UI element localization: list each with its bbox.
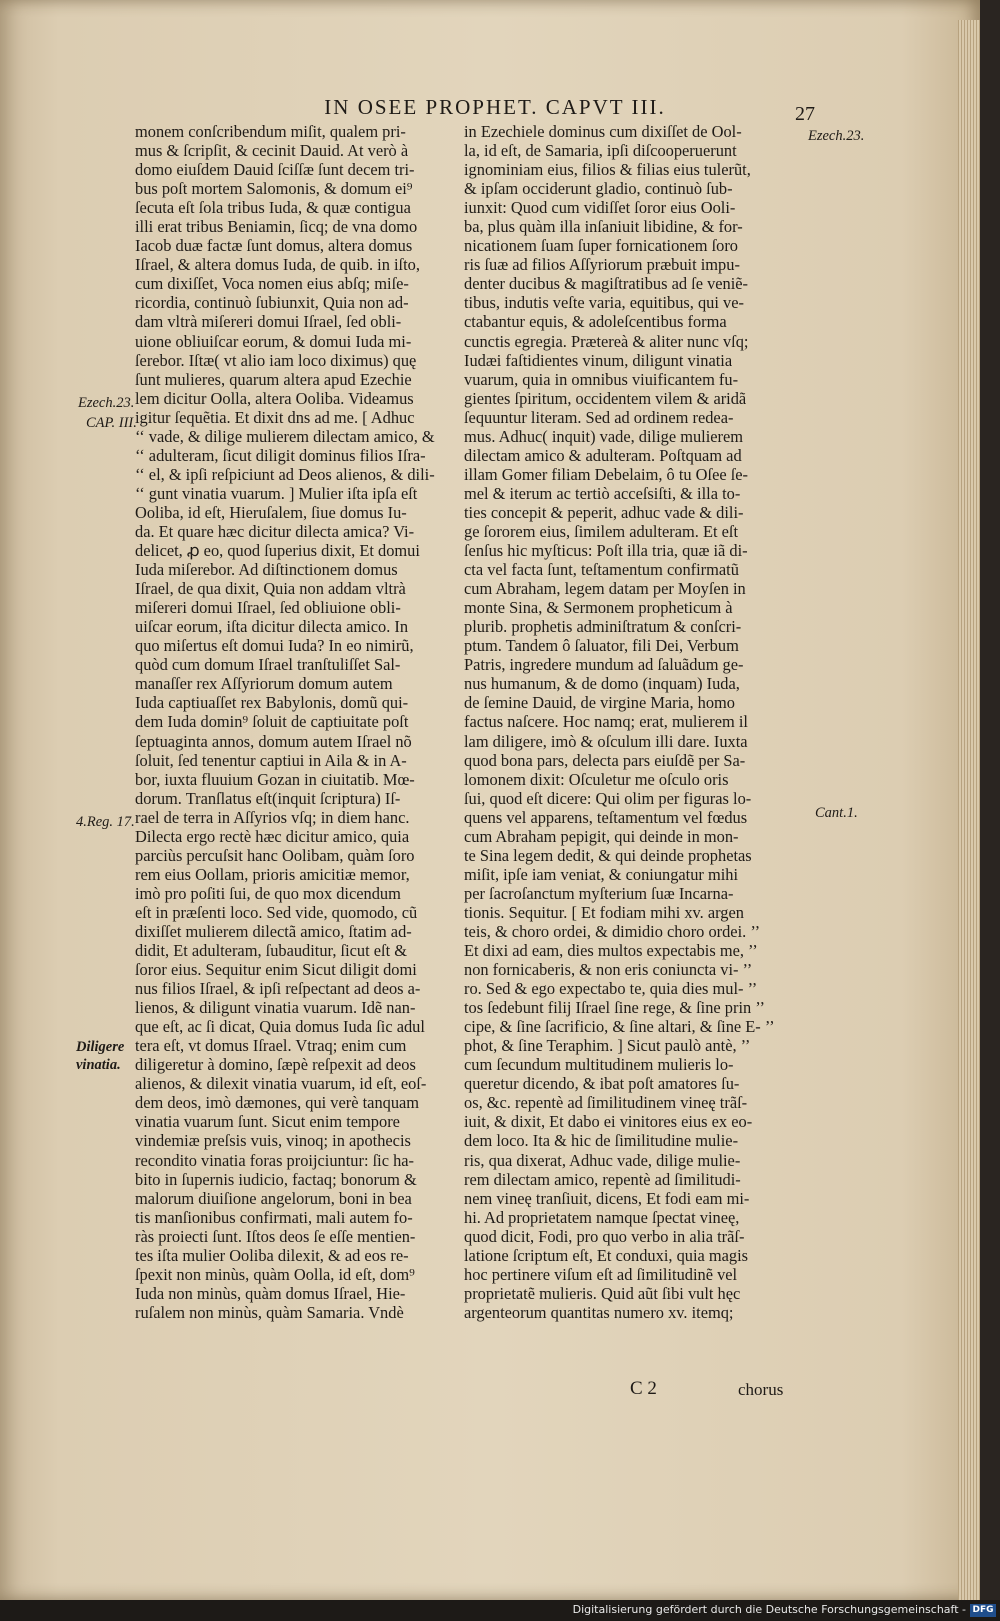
text-line: dem loco. Ita & hic de ſimilitudine mulie- [464, 1131, 739, 1151]
text-line: dixiſſet mulierem dilectã amico, ſtatim ad- [135, 921, 412, 941]
text-line: plurib. prophetis adminiſtratum & conſcri- [464, 617, 742, 637]
left-text-column [135, 122, 475, 1322]
text-line: non fornicaberis, & non eris coniuncta vi- ’’ [464, 960, 753, 980]
text-line: tionis. Sequitur. [ Et fodiam mihi xv. argen [464, 902, 744, 922]
text-line: ‘‘ adulteram, ſicut diligit dominus filios Iſra- [135, 445, 426, 465]
text-line: ba, plus quàm illa inſaniuit libidine, & for- [464, 217, 743, 237]
text-line: lienos, & diligunt vinatia vuarum. Idẽ nan- [135, 998, 416, 1018]
text-line: ſeptuaginta annos, domum autem Iſrael nõ [135, 731, 412, 751]
text-line: lam diligere, imò & oſculum illi dare. Iuxta [464, 731, 748, 751]
text-line: nus humanum, & de domo (inquam) Iuda, [464, 674, 740, 694]
text-line: ties concepit & peperit, adhuc vade & dili- [464, 502, 744, 522]
text-line: Iacob duæ factæ ſunt domus, altera domus [135, 236, 413, 256]
text-line: alienos, & dilexit vinatia vuarum, id eſt, eoſ- [135, 1074, 427, 1094]
text-line: que eſt, ac ſi dicat, Quia domus Iuda ſic adul [135, 1017, 425, 1037]
text-line: ſerebor. Iſtæ( vt alio iam loco diximus) quę [135, 350, 417, 370]
text-line: ris ſuæ ad filios Aſſyriorum præbuit impu- [464, 255, 740, 275]
text-line: ‘‘ el, & ipſi reſpiciunt ad Deos alienos, & dili- [135, 464, 435, 484]
running-head: IN OSEE PROPHET. CAPVT III. [324, 95, 666, 119]
text-line: nem vineę tranſiuit, dicens, Et fodi eam mi- [464, 1188, 750, 1208]
signature-mark: C 2 [630, 1378, 657, 1399]
text-line: phot, & ſine Teraphim. ] Sicut paulò antè, ’’ [464, 1036, 751, 1056]
text-line: os, &c. repentè ad ſimilitudinem vineę trãſ- [464, 1093, 748, 1113]
text-line: vuarum, quia in omnibus viuificantem fu- [464, 369, 739, 389]
text-line: de ſemine Dauid, de virgine Maria, homo [464, 693, 735, 713]
text-line: mel & iterum ac tertiò acceſsiſti, & illa to- [464, 483, 741, 503]
text-line: ruſalem non minùs, quàm Samaria. Vndè [135, 1302, 404, 1322]
text-line: imò pro poſiti ſui, de quo mox dicendum [135, 883, 401, 903]
text-line: ſui, quod eſt dicere: Qui olim per figuras lo- [464, 788, 752, 808]
text-line: dem Iuda domin⁹ ſoluit de captiuitate poſt [135, 712, 409, 732]
text-line: ràs proiecti ſunt. Iſtos deos ſe eſſe mentien- [135, 1226, 416, 1246]
text-line: hoc pertinere viſum eſt ad ſimilitudinẽ vel [464, 1264, 738, 1284]
text-line: Et dixi ad eam, dies multos expectabis me, ’’ [464, 941, 758, 961]
text-line: iunxit: Quod cum vidiſſet ſoror eius Ooli- [464, 198, 736, 218]
marginal-note-cant: Cant.1. [815, 805, 858, 821]
text-line: ignominiam eius, filios & filias eius tulerũt, [464, 160, 751, 180]
text-line: Iudæi faſtidientes vinum, diligunt vinatia [464, 350, 733, 370]
text-line: & ipſam occiderunt gladio, continuò ſub- [464, 179, 733, 199]
text-line: in Ezechiele dominus cum dixiſſet de Ool- [464, 122, 742, 141]
text-line: Iuda miſerebor. Ad diſtinctionem domus [135, 560, 398, 580]
text-line: tera eſt, vt domus Iſrael. Vtraq; enim cum [135, 1036, 407, 1056]
text-line: cum ſecundum multitudinem mulieris lo- [464, 1055, 734, 1075]
text-line: uione obliuiſcar eorum, & domui Iuda mi- [135, 331, 412, 351]
text-line: rem dilectam amico, repentè ad ſimilitudi- [464, 1169, 741, 1189]
text-line: ſoror eius. Sequitur enim Sicut diligit domi [135, 960, 417, 980]
text-line: ſecuta eſt ſola tribus Iuda, & quæ contigua [135, 198, 411, 218]
text-line: te Sina legem dedit, & qui deinde prophetas [464, 845, 752, 865]
text-line: lem dicitur Oolla, altera Ooliba. Videamus [135, 388, 414, 408]
text-line: ctabantur equis, & adoleſcentibus forma [464, 312, 727, 332]
right-text-column [464, 122, 809, 1322]
text-line: gientes ſpiritum, occidentem vilem & aridã [464, 388, 747, 408]
text-line: illam Gomer filiam Debelaim, ô tu Oſee ſe- [464, 464, 749, 484]
marginal-note-diligere: Diligere [76, 1039, 125, 1055]
text-line: lomonem dixit: Oſculetur me oſculo oris [464, 769, 729, 789]
text-line: cipe, & ſine ſacrificio, & ſine altari, & ſine E- ’’ [464, 1017, 775, 1037]
text-line: queretur dicendo, & ibat poſt amatores ſu- [464, 1074, 740, 1094]
text-line: vindemiæ preſsis vuis, vinoq; in apothecis [135, 1131, 411, 1151]
text-line: cunctis egregia. Prætereà & aliter nunc vſq; [464, 331, 749, 351]
text-line: bor, iuxta fluuium Gozan in ciuitatib. Mœ- [135, 769, 415, 789]
text-line: Iuda non minùs, quàm domus Iſrael, Hie- [135, 1283, 406, 1303]
text-line: mus. Adhuc( inquit) vade, dilige mulierem [464, 426, 744, 446]
text-line: vinatia vuarum ſunt. Sicut enim tempore [135, 1112, 400, 1132]
text-line: ſenſus hic myſticus: Poſt illa tria, quæ iã di- [464, 541, 748, 561]
text-line: Dilecta ergo rectè hæc dicitur amico, quia [135, 826, 410, 846]
text-line: quod dicit, Fodi, pro quo verbo in alia trãſ- [464, 1226, 745, 1246]
text-line: rael de terra in Aſſyrios vſq; in diem hanc. [135, 807, 410, 827]
text-line: Iſrael, & altera domus Iuda, de quib. in iſto, [135, 255, 420, 275]
text-line: Ooliba, id eſt, Hieruſalem, ſiue domus Iu- [135, 502, 407, 522]
text-line: quo miſertus eſt domui Iuda? In eo nimirũ, [135, 636, 414, 656]
text-line: ro. Sed & ego expectabo te, quia dies mul- ’’ [464, 979, 758, 999]
text-line: monem conſcribendum miſit, qualem pri- [135, 122, 406, 141]
text-line: tibus, indutis veſte varia, equitibus, qui ve- [464, 293, 744, 313]
text-line: ſequuntur literam. Sed ad ordinem redea- [464, 407, 734, 427]
page-edge [958, 20, 980, 1600]
text-line: diligeretur à domino, ſæpè reſpexit ad deos [135, 1055, 416, 1075]
text-line: illi erat tribus Beniamin, ſicq; de vna domo [135, 217, 418, 237]
text-line: iuit, & dixit, Et dabo ei vinitores eius ex eo- [464, 1112, 753, 1132]
marginal-note-ezech: Ezech.23. [78, 395, 135, 411]
text-line: manaſſer rex Aſſyriorum domum autem [135, 674, 393, 694]
text-line: miſit, ipſe iam veniat, & coniungatur mihi [464, 864, 739, 884]
text-line: dilectam amico & adulteram. Poſtquam ad [464, 445, 742, 465]
digitization-credit: Digitalisierung gefördert durch die Deutsche Forschungsgemeinschaft - [572, 1603, 966, 1616]
text-line: denter ducibus & magiſtratibus ad ſe veniẽ- [464, 274, 749, 294]
text-line: quòd cum domum Iſrael tranſtuliſſet Sal- [135, 655, 401, 675]
text-line: per ſacroſanctum myſterium ſuæ Incarna- [464, 883, 734, 903]
text-line: nus filios Iſrael, & ipſi reſpectant ad deos a- [135, 979, 421, 999]
text-line: Iuda captiuaſſet rex Babylonis, domũ qui- [135, 693, 409, 713]
text-line: dorum. Tranſlatus eſt(inquit ſcriptura) Iſ- [135, 788, 401, 808]
text-line: argenteorum quantitas numero xv. itemq; [464, 1302, 734, 1322]
text-line: malorum diuiſione angelorum, boni in bea [135, 1188, 412, 1208]
dfg-logo: DFG [970, 1604, 996, 1617]
text-line: parciùs percuſsit hanc Oolibam, quàm ſoro [135, 845, 415, 865]
text-line: eſt in præſenti loco. Sed vide, quomodo, cũ [135, 902, 418, 922]
text-line: ris, qua dixerat, Adhuc vade, dilige mulie- [464, 1150, 741, 1170]
text-line: tes iſta mulier Ooliba dilexit, & ad eos re- [135, 1245, 409, 1265]
text-line: ſunt mulieres, quarum altera apud Ezechie [135, 369, 412, 389]
text-line: latione ſcriptum eſt, Et conduxi, quia magis [464, 1245, 749, 1265]
text-line: cum Abraham pepigit, qui deinde in mon- [464, 826, 739, 846]
text-line: tis manſionibus confirmati, mali autem fo- [135, 1207, 413, 1227]
text-line: didit, Et adulteram, ſubauditur, ſicut eſt & [135, 941, 408, 961]
text-line: rem eius Oollam, prioris amicitiæ memor, [135, 864, 410, 884]
text-line: proprietatẽ mulieris. Quid aũt ſibi vult hęc [464, 1283, 741, 1303]
marginal-note-vinatia: vinatia. [76, 1057, 121, 1073]
text-line: cum Abraham, legem datam per Moyſen in [464, 579, 746, 599]
text-line: cta vel facta ſunt, teſtamentum confirmatũ [464, 560, 739, 580]
text-line: teis, & choro ordei, & dimidio choro ordei. ’’ [464, 921, 761, 941]
folio-number: 27 [795, 103, 815, 125]
text-line: quod bona pars, delecta pars eiuſdẽ per Sa- [464, 750, 746, 770]
marginal-note-reg: 4.Reg. 17. [76, 814, 135, 830]
text-line: ricordia, continuò ſubiunxit, Quia non ad- [135, 293, 409, 313]
catchword: chorus [738, 1380, 784, 1399]
marginal-note-chapter: CAP. III. [86, 415, 137, 431]
text-line: ‘‘ gunt vinatia vuarum. ] Mulier iſta ipſa eſt [135, 483, 418, 503]
text-line: Patris, ingredere mundum ad ſaluãdum ge- [464, 655, 744, 675]
text-line: ‘‘ vade, & dilige mulierem dilectam amico, & [135, 426, 435, 446]
marginal-note-ezech-right: Ezech.23. [808, 128, 865, 144]
text-line: ſpexit non minùs, quàm Oolla, id eſt, dom⁹ [135, 1264, 415, 1284]
text-line: miſereri domui Iſrael, ſed obliuione obli- [135, 598, 401, 618]
text-line: bito in ſupernis iudicio, factaq; bonorum & [135, 1169, 417, 1189]
text-line: dam vltrà miſereri domui Iſrael, ſed obli- [135, 312, 402, 332]
text-line: cum dixiſſet, Voca nomen eius abſq; miſe- [135, 274, 409, 294]
text-line: ſoluit, ſed tenentur captiui in Aila & in A- [135, 750, 407, 770]
text-line: uiſcar eorum, iſta dicitur dilecta amico. In [135, 617, 409, 637]
text-line: hi. Ad proprietatem namque ſpectat vineę, [464, 1207, 740, 1227]
text-line: bus poſt mortem Salomonis, & domum ei⁹ [135, 179, 413, 199]
text-line: mus & ſcripſit, & cecinit Dauid. At verò à [135, 141, 409, 161]
text-line: domo eiuſdem Dauid ſciſſæ ſunt decem tri- [135, 160, 415, 180]
text-line: tos ſedebunt filij Iſrael ſine rege, & ſine prin ’’ [464, 998, 766, 1018]
text-line: la, id eſt, de Samaria, ipſi diſcooperuerunt [464, 141, 737, 161]
text-line: ptum. Tandem ô ſaluator, fili Dei, Verbum [464, 636, 739, 656]
text-line: quens vel apparens, teſtamentum vel fœdus [464, 807, 748, 827]
text-line: igitur ſequẽtia. Et dixit dns ad me. [ Adhuc [135, 407, 415, 427]
text-line: dem deos, imò dæmones, qui verè tanquam [135, 1093, 420, 1113]
text-line: recondito vinatia foras proijciuntur: ſic ha- [135, 1150, 415, 1170]
text-line: nicationem ſuam ſuper fornicationem ſoro [464, 236, 738, 256]
text-line: Iſrael, de qua dixit, Quia non addam vltrà [135, 579, 406, 599]
text-line: delicet, ꝓ eo, quod ſuperius dixit, Et domui [135, 541, 420, 561]
text-line: monte Sina, & Sermonem propheticum à [464, 598, 733, 618]
text-line: ge ſororem eius, ſimilem adulteram. Et eſt [464, 521, 739, 541]
text-line: da. Et quare hæc dicitur dilecta amica? Vi- [135, 521, 415, 541]
text-line: factus naſcere. Hoc namq; erat, mulierem il [464, 712, 748, 732]
